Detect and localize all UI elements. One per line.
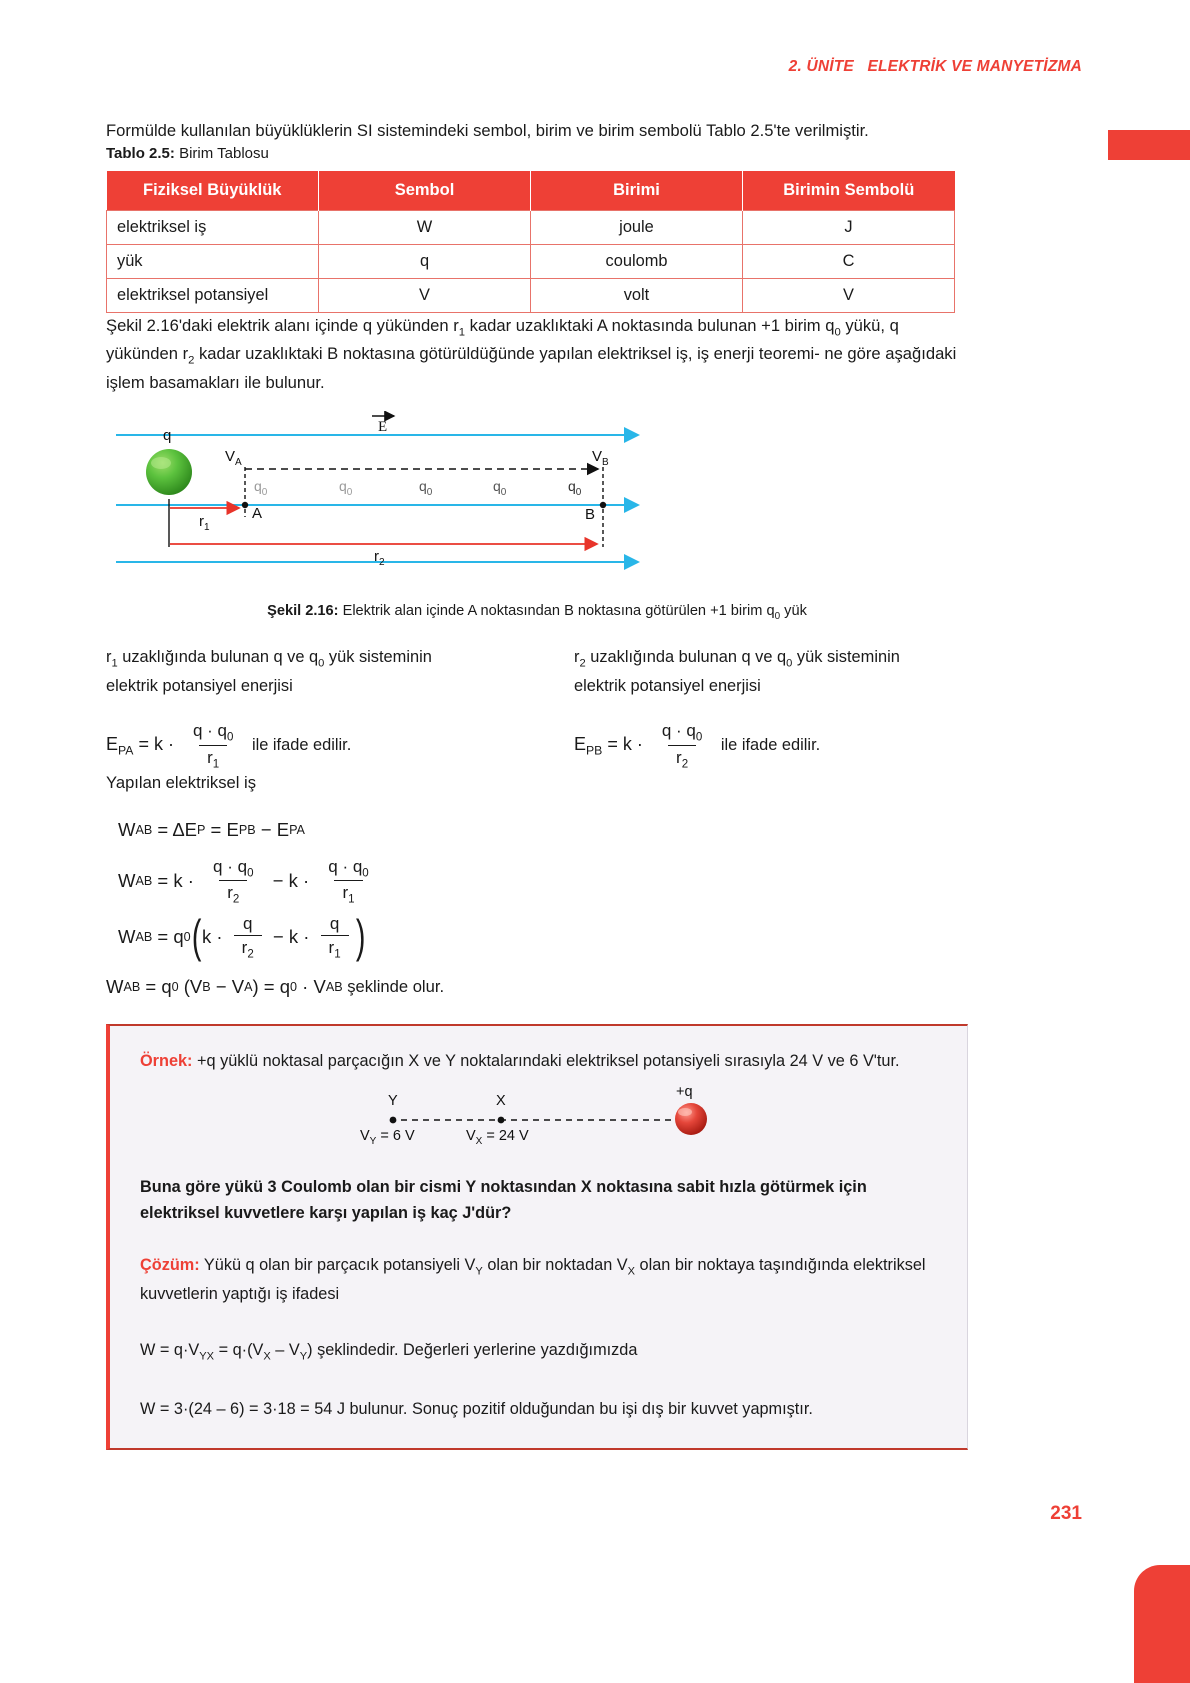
example-box: [106, 1024, 968, 1450]
epb-denominator: [668, 745, 696, 770]
example-question: Buna göre yükü 3 Coulomb olan bir cismi Y noktasından X noktasına sabit hızla götürmek için elektriksel kuvvetlere karşı yapılan iş kaç J'dür?: [140, 1178, 867, 1223]
left-r-sub: 1: [111, 657, 118, 670]
epb-eq: = k ·: [602, 733, 648, 754]
decorative-red-tab-right: [1108, 130, 1190, 160]
work-equations: [106, 818, 968, 998]
solution-text-c: olan bir noktaya taşındığında elektriksel kuvvetlerin yaptığı iş ifadesi: [140, 1256, 926, 1304]
equation-epa: [106, 721, 532, 770]
e-field-label: E: [378, 418, 388, 435]
table-cell-quantity: yük: [107, 244, 319, 278]
figure-2-16: [106, 411, 968, 593]
example-statement-paragraph: [140, 1048, 937, 1074]
eq2-den2-sub: 1: [348, 893, 355, 906]
eq1-pa-sub: PA: [289, 822, 305, 837]
eq3-den-2: [321, 935, 349, 960]
point-x-dot: [498, 1117, 505, 1124]
table-row: [107, 278, 955, 312]
eq2-den2-text: r: [342, 883, 349, 903]
eq3-den2-sub: 1: [334, 948, 341, 961]
figure-caption-text-a: Elektrik alan içinde A noktasından B noktasına götürülen +1 birim q: [338, 602, 775, 619]
eq3-den1-text: r: [241, 937, 248, 957]
decorative-red-tab-bottom: [1134, 1565, 1190, 1683]
right-r-sub: 2: [579, 657, 586, 670]
r1-label: $r_1$: [199, 512, 210, 533]
epb-e: E: [574, 733, 587, 754]
eqline-a3: – V: [270, 1341, 300, 1360]
work-heading: Yapılan elektriksel iş: [106, 772, 257, 792]
solution-sub-y: Y: [475, 1265, 483, 1278]
eq2-num1-text: q · q: [213, 856, 248, 876]
example-solution-intro: [140, 1252, 937, 1307]
left-text-b: uzaklığında bulunan q ve q: [117, 647, 319, 666]
eq4-q-sub2: 0: [290, 980, 298, 995]
charge-q-label: q: [163, 426, 172, 444]
q0-label-3: $q_0$: [419, 477, 433, 498]
table-header-cell-3: Birimin Sembolü: [743, 171, 955, 211]
equation-wab-2: [118, 857, 968, 906]
table-cell-unit: volt: [531, 278, 743, 312]
figure-2-16-svg: [106, 411, 968, 593]
eq1-rest2: = E: [205, 818, 239, 840]
eq2-num-2: [320, 857, 376, 880]
page-content: [106, 118, 968, 1450]
epb-num-sub: 0: [695, 731, 703, 744]
eq4-close: ) = q: [252, 976, 291, 998]
eq2-den-1: [219, 880, 247, 905]
eqline-a1-sub: YX: [199, 1350, 215, 1363]
eq3-den1-sub: 2: [247, 948, 254, 961]
eq2-w: W: [118, 870, 136, 892]
eq2-num-1: [205, 857, 261, 880]
example-equation-line-2: W = 3·(24 – 6) = 3·18 = 54 J bulunur. Sonuç pozitif olduğundan bu işi dış bir kuvvet yapmıştır.: [140, 1400, 813, 1419]
eq3-k1: k ·: [201, 925, 228, 947]
epa-fraction: [185, 721, 241, 770]
intro-paragraph: Formülde kullanılan büyüklüklerin SI sistemindeki sembol, birim ve birim sembolü Tablo 2.5'te verilmiştir.: [106, 121, 869, 140]
eq4-w-sub: AB: [123, 980, 141, 995]
eqline-a3-sub: Y: [299, 1350, 308, 1363]
column-right: [542, 644, 968, 770]
epa-sub: PA: [118, 743, 134, 758]
epa-den-text: r: [207, 747, 213, 767]
eq2-eq: = k ·: [152, 870, 200, 892]
point-a-dot: [242, 502, 248, 508]
right-q0-sub: 0: [786, 657, 793, 670]
charge-highlight: [151, 457, 171, 469]
table-cell-unit: coulomb: [531, 244, 743, 278]
point-x-label: X: [496, 1093, 506, 1110]
equation-wab-3: [118, 909, 968, 962]
eq1-p-sub: P: [197, 822, 206, 837]
eq1-pb-sub: PB: [238, 822, 256, 837]
eq2-num1-sub: 0: [247, 867, 254, 880]
q0-label-5: $q_0$: [568, 477, 582, 498]
solution-text-b: olan bir noktadan V: [482, 1256, 628, 1275]
example-charge-label: +q: [676, 1086, 693, 1101]
eq4-minus: − V: [210, 976, 245, 998]
table-caption-label: Tablo 2.5:: [106, 144, 175, 162]
table-header-cell-1: Sembol: [319, 171, 531, 211]
vy-value-label: $V_Y = 6$ V: [360, 1128, 415, 1148]
example-charge-sphere: [675, 1103, 707, 1135]
par-sub-3: 2: [188, 354, 195, 367]
epa-num-text: q · q: [192, 721, 227, 741]
eq3-num-2: q: [329, 913, 340, 933]
point-y-dot: [390, 1117, 397, 1124]
left-text-c: yük sisteminin: [324, 647, 432, 666]
left-r: r: [106, 647, 112, 666]
eq3-w-sub: AB: [135, 929, 153, 944]
table-header-cell-0: Fiziksel Büyüklük: [107, 171, 319, 211]
epa-numerator: [185, 721, 241, 744]
eq2-fraction-2: [320, 857, 376, 906]
table-cell-unit-symbol: C: [743, 244, 955, 278]
table-caption-text: Birim Tablosu: [174, 144, 269, 162]
eq3-eq: = q: [152, 925, 184, 947]
par-seg-4: kadar uzaklıktaki B noktasına götürüldüğünde yapılan elektriksel iş, iş enerji teoremi-: [194, 344, 820, 364]
charge-sphere: [146, 449, 192, 495]
par-seg-3: yükü, q yükünden r: [106, 315, 899, 364]
table-cell-symbol: q: [319, 244, 531, 278]
eq3-fraction-1: [234, 914, 262, 960]
eq1-minus: − E: [255, 818, 290, 840]
equation-wab-1: [118, 819, 968, 841]
point-b-dot: [600, 502, 606, 508]
figure-caption-sub: 0: [774, 610, 781, 622]
eq4-vab-sub: AB: [325, 980, 343, 995]
par-sub-1: 1: [458, 326, 466, 339]
par-sub-2: 0: [834, 326, 841, 339]
eq2-num2-text: q · q: [328, 856, 363, 876]
epa-lead: [106, 734, 179, 758]
table-caption: [106, 145, 968, 162]
table-header-cell-2: Birimi: [531, 171, 743, 211]
eq2-den1-sub: 2: [232, 893, 240, 906]
eq4-w: W: [106, 976, 124, 998]
page-header-unit-label: 2. ÜNİTE ELEKTRİK VE MANYETİZMA: [788, 58, 1082, 75]
eq1-rest: = ΔE: [152, 818, 198, 840]
right-column-text: [574, 644, 968, 699]
epa-num-sub: 0: [226, 731, 234, 744]
example-mini-figure: [140, 1086, 937, 1154]
eq3-paren-close: ): [355, 909, 366, 962]
epb-den-text: r: [676, 747, 682, 767]
table-header-row: [107, 171, 955, 211]
eq3-den2-text: r: [328, 937, 335, 957]
point-y-label: Y: [388, 1093, 398, 1110]
vx-value-label: $V_X = 24$ V: [466, 1128, 529, 1148]
eq4-body: (V: [178, 976, 203, 998]
va-label: $V_A$: [225, 447, 242, 468]
table-row: [107, 210, 955, 244]
left-column-text: [106, 644, 532, 699]
eq2-den-2: [334, 880, 362, 905]
eq1-w-sub: AB: [135, 822, 153, 837]
table-cell-unit: joule: [531, 210, 743, 244]
par-seg-1: Şekil 2.16'daki elektrik alanı içinde q yükünden r: [106, 315, 459, 335]
eq3-den-1: [234, 935, 262, 960]
epb-sub: PB: [586, 743, 603, 758]
eq2-mid: − k ·: [267, 870, 315, 892]
epa-tail: ile ifade edilir.: [247, 736, 352, 755]
eq3-fraction-2: [321, 914, 349, 960]
eq2-w-sub: AB: [135, 874, 153, 889]
eq2-fraction-1: [205, 857, 261, 906]
right-text-d: elektrik potansiyel enerjisi: [574, 676, 761, 695]
r2-label: $r_2$: [374, 547, 385, 568]
eq3-w: W: [118, 925, 136, 947]
par-seg-2: kadar uzaklıktaki A noktasında bulunan +1 birim q: [465, 315, 835, 335]
eqline-a2: = q·(V: [214, 1341, 264, 1360]
eq4-dot: · V: [297, 976, 326, 998]
eqline-a1: W = q·V: [140, 1341, 200, 1360]
q0-label-2: $q_0$: [339, 477, 353, 498]
left-q0-sub: 0: [318, 657, 325, 670]
eq4-q-sub: 0: [171, 980, 179, 995]
eqline-a4: ) şeklindedir. Değerleri yerlerine yazdığımızda: [307, 1341, 638, 1360]
eq4-eq: = q: [140, 976, 172, 998]
figure-caption-text-b: yük: [780, 602, 807, 619]
table-row: [107, 244, 955, 278]
eq3-num-1: q: [242, 913, 253, 933]
column-left: [106, 644, 532, 770]
example-mini-figure-svg: [140, 1086, 940, 1154]
table-cell-symbol: W: [319, 210, 531, 244]
unit-table: [106, 171, 955, 313]
table-cell-unit-symbol: J: [743, 210, 955, 244]
solution-text-a: Yükü q olan bir parçacık potansiyeli V: [199, 1256, 476, 1275]
example-equation-line-1: [140, 1337, 937, 1366]
eq4-vb-sub: B: [202, 980, 211, 995]
eq1-w: W: [118, 818, 136, 840]
epb-den-sub: 2: [681, 757, 689, 770]
figure-caption: [106, 603, 968, 622]
point-b-label: B: [585, 505, 596, 523]
eqline-a2-sub: X: [263, 1350, 271, 1363]
epb-tail: ile ifade edilir.: [716, 736, 821, 755]
epa-den-sub: 1: [212, 757, 220, 770]
epa-eq: = k ·: [133, 733, 179, 754]
point-a-label: A: [252, 504, 263, 522]
table-cell-quantity: elektriksel iş: [107, 210, 319, 244]
solution-sub-x: X: [627, 1265, 636, 1278]
equation-epb: [574, 721, 968, 770]
eq2-num2-sub: 0: [362, 867, 369, 880]
energy-formula-columns: [106, 644, 968, 770]
left-text-d: elektrik potansiyel enerjisi: [106, 676, 293, 695]
solution-label: Çözüm:: [140, 1256, 200, 1275]
epa-denominator: [199, 745, 227, 770]
epa-e: E: [106, 733, 119, 754]
figure-caption-label: Şekil 2.16:: [267, 602, 339, 619]
table-cell-unit-symbol: V: [743, 278, 955, 312]
vb-label: $V_B$: [592, 447, 609, 468]
right-text-c: yük sisteminin: [792, 647, 900, 666]
page-number: 231: [1050, 1503, 1082, 1524]
example-statement: +q yüklü noktasal parçacığın X ve Y noktalarındaki elektriksel potansiyeli sırasıyla 24 V ve 6 V'tur.: [192, 1052, 900, 1071]
eq3-mid: − k ·: [267, 925, 315, 947]
right-r: r: [574, 647, 580, 666]
par-seg-5: ne göre aşağıdaki işlem basamakları ile bulunur.: [106, 344, 957, 393]
example-label: Örnek:: [140, 1052, 193, 1071]
example-charge-highlight: [678, 1108, 692, 1116]
table-cell-quantity: elektriksel potansiyel: [107, 278, 319, 312]
eq2-den1-text: r: [227, 883, 233, 903]
epb-numerator: [654, 721, 710, 744]
equation-wab-4: [106, 976, 968, 998]
right-text-b: uzaklığında bulunan q ve q: [585, 647, 787, 666]
eq3-paren-open: (: [191, 909, 202, 962]
q0-label-4: $q_0$: [493, 477, 507, 498]
eq3-q-sub: 0: [183, 929, 191, 944]
table-cell-symbol: V: [319, 278, 531, 312]
eq4-va-sub: A: [244, 980, 253, 995]
q0-label-1: $q_0$: [254, 477, 268, 498]
epb-fraction: [654, 721, 710, 770]
paragraph-after-table: [106, 313, 968, 397]
epb-lead: [574, 734, 648, 758]
eq4-tail: şeklinde olur.: [342, 977, 445, 997]
epb-num-text: q · q: [661, 721, 696, 741]
